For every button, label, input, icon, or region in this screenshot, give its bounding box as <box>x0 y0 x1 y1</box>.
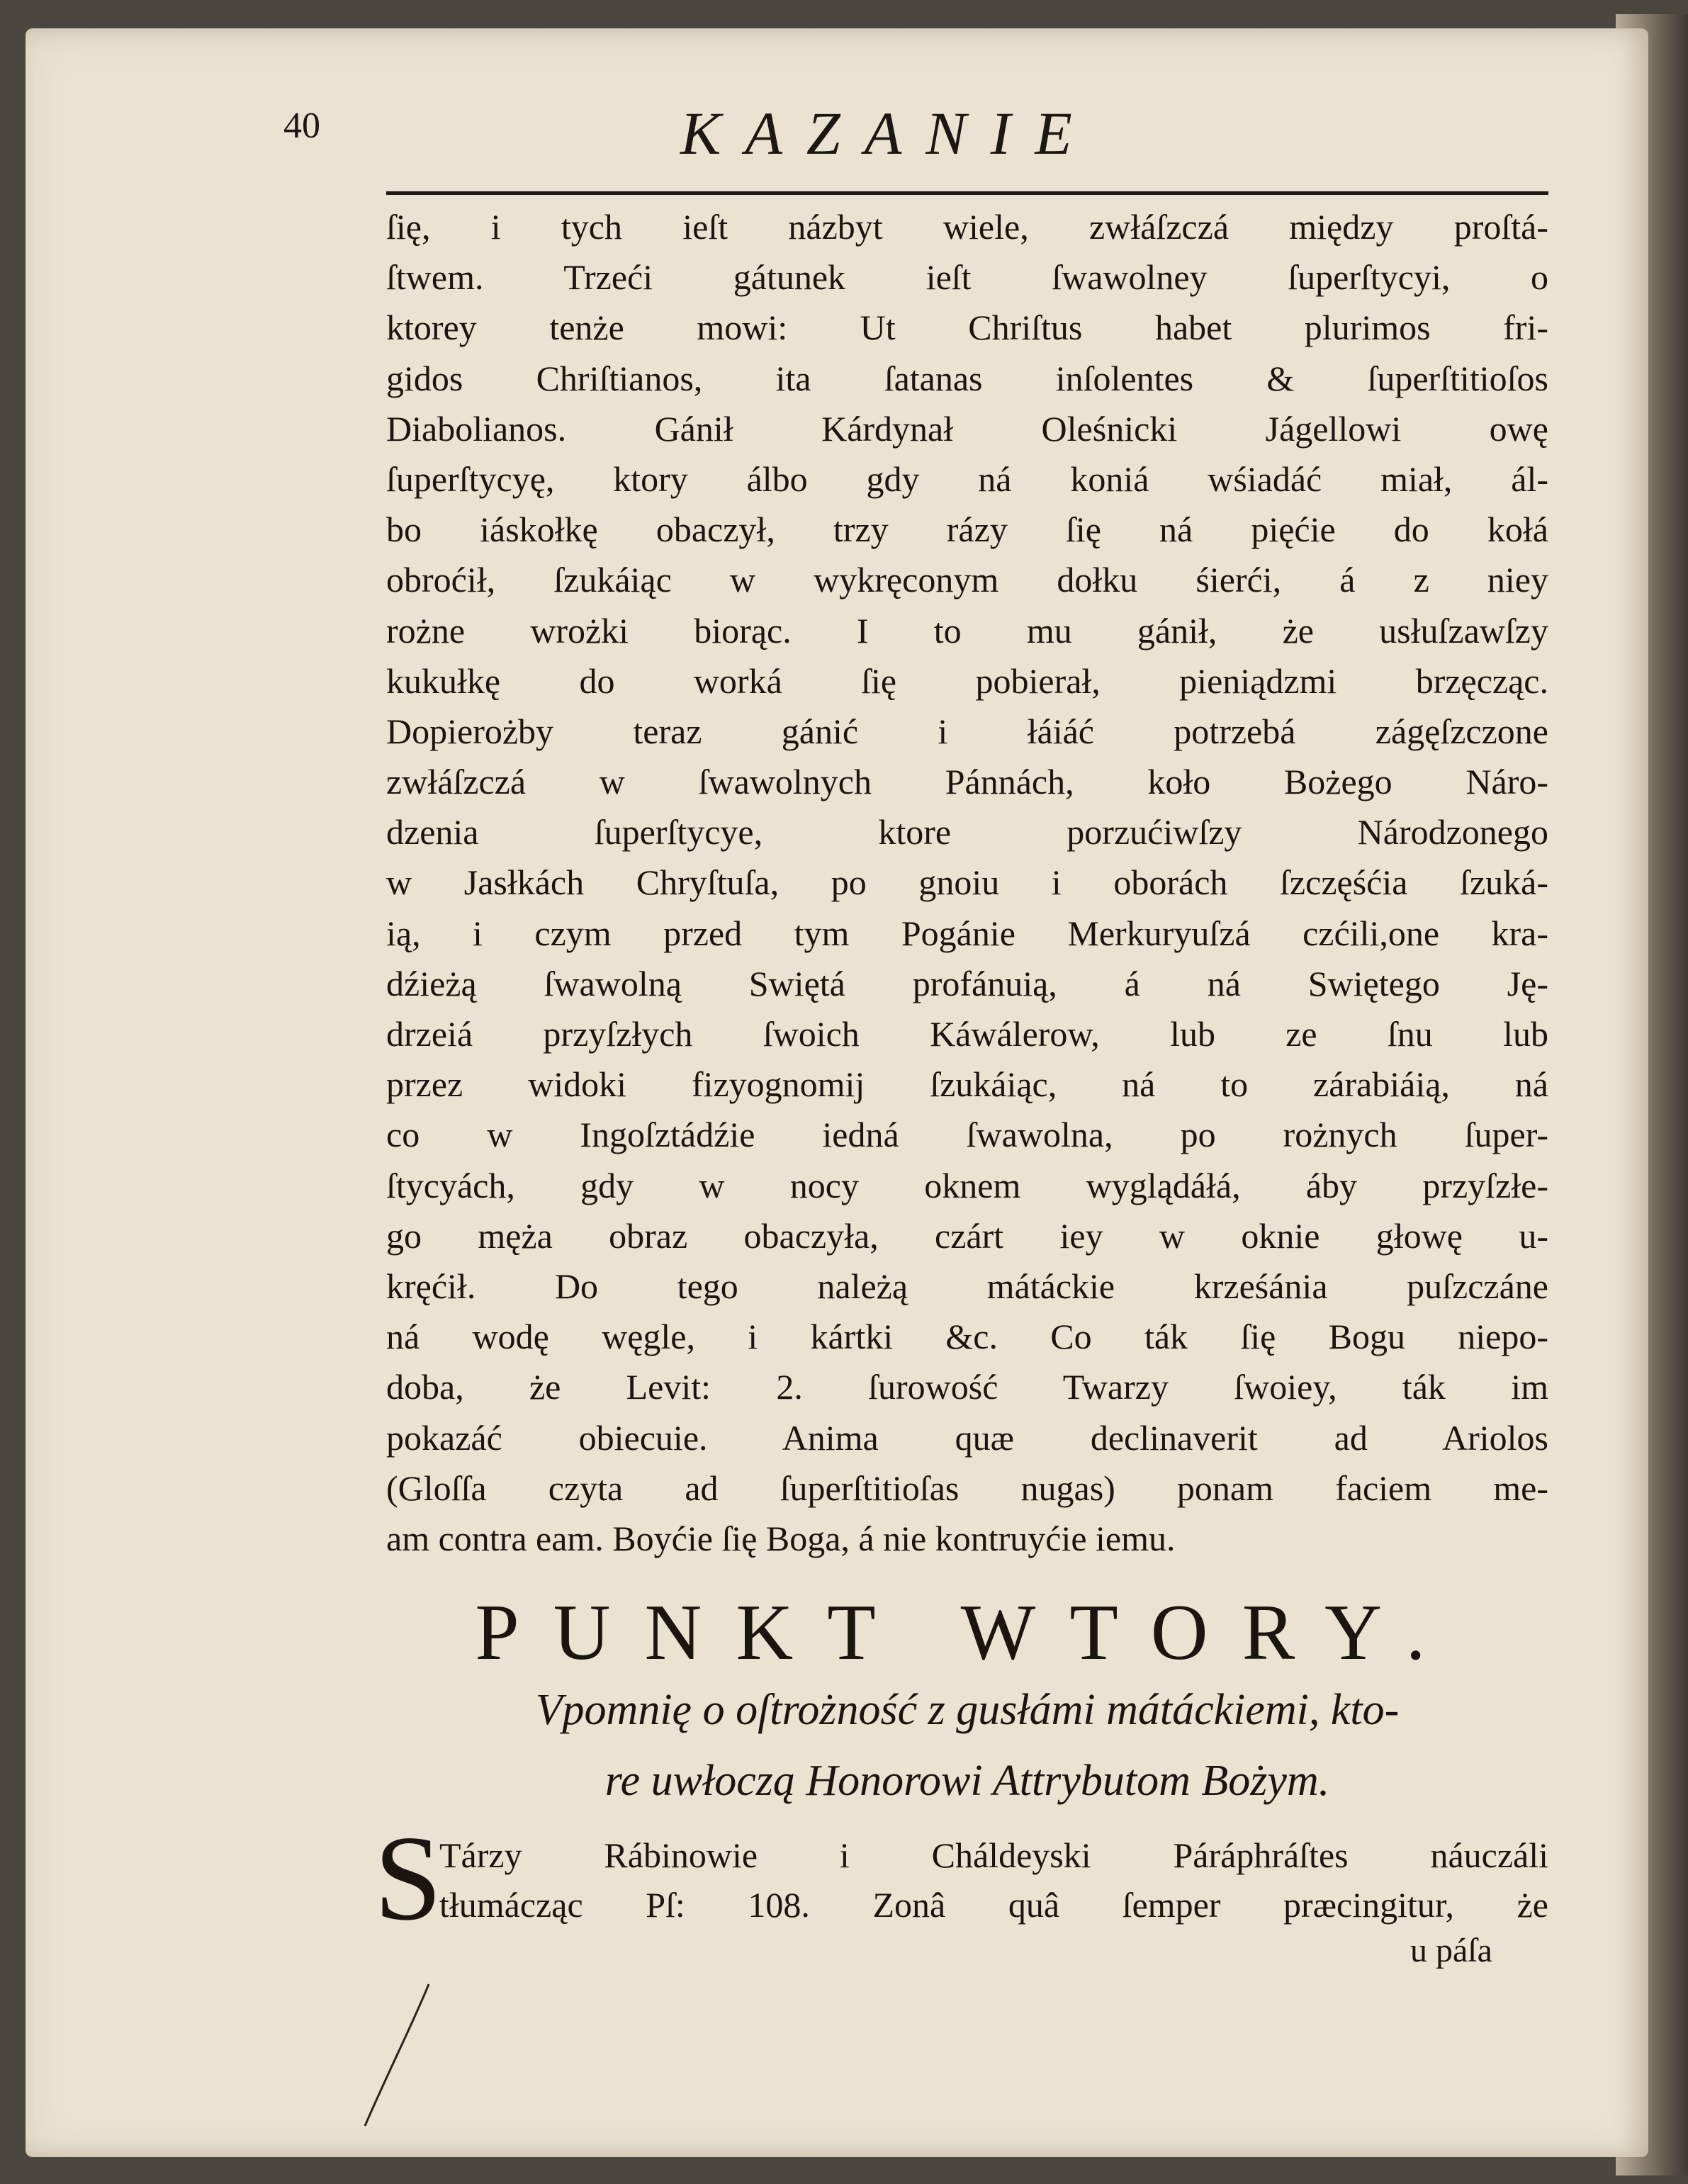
text-line: ſtycyách, gdy w nocy oknem wyglądáłá, áby przyſzłe- <box>386 1165 1548 1205</box>
pen-stroke-mark <box>358 1977 443 2133</box>
text-line: gidos Chriſtianos, ita ſatanas inſolentes & ſuperſtitioſos <box>386 358 1548 398</box>
text-line: dźieżą ſwawolną Swiętá profánuią, á ná Swiętego Ję- <box>386 963 1548 1003</box>
paragraph-line-2: tłumácząc Pſ: 108. Zonâ quâ ſemper præcingitur, że <box>439 1885 1548 1925</box>
text-line: kukułkę do worká ſię pobierał, pieniądzmi brzęcząc. <box>386 660 1548 701</box>
text-line: ktorey tenże mowi: Ut Chriſtus habet plurimos fri- <box>386 308 1548 348</box>
header-rule <box>386 191 1548 195</box>
text-line: (Gloſſa czyta ad ſuperſtitioſas nugas) ponam faciem me- <box>386 1468 1548 1508</box>
text-line: ſię, i tych ieſt názbyt wiele, zwłáſzczá między proſtá- <box>386 207 1548 247</box>
body-text <box>386 202 1548 1564</box>
text-line: am contra eam. Boyćie ſię Boga, á nie kontruyćie iemu. <box>386 1518 1176 1558</box>
text-line: dzenia ſuperſtycye, ktore porzućiwſzy Národzonego <box>386 812 1548 852</box>
text-line: bo iáskołkę obaczył, trzy rázy ſię ná pięćie do kołá <box>386 510 1548 550</box>
section-subtitle-line-2: re uwłoczą Honorowi Attrybutom Bożym. <box>604 1757 1330 1805</box>
catchword: u páſa <box>1410 1932 1492 1969</box>
section-subtitle-line-1: Vpomnię o oſtrożność z gusłámi mátáckiemi, kto- <box>535 1686 1400 1734</box>
text-line: przez widoki fizyognomij ſzukáiąc, ná to zárabiáią, ná <box>386 1064 1548 1105</box>
text-line: kręćił. Do tego należą mátáckie krześánia puſzczáne <box>386 1266 1548 1306</box>
text-line: ſuperſtycyę, ktory álbo gdy ná koniá wśiadáć miał, ál- <box>386 458 1548 499</box>
text-line: zwłáſzczá w ſwawolnych Pánnách, koło Bożego Náro- <box>386 762 1548 802</box>
text-line: ią, i czym przed tym Pogánie Merkuryuſzá czćili,one kra- <box>386 913 1548 953</box>
text-line: ná wodę węgle, i kártki &c. Co ták ſię Bogu niepo- <box>386 1317 1548 1357</box>
text-line: co w Ingoſztádźie iedná ſwawolna, po rożnych ſuper- <box>386 1115 1548 1155</box>
text-line: pokazáć obiecuie. Anima quæ declinaverit ad Ariolos <box>386 1417 1548 1458</box>
text-line: Dopierożby teraz gánić i łáiáć potrzebá zágęſzczone <box>386 711 1548 751</box>
text-line: Diabolianos. Gánił Kárdynał Oleśnicki Jágellowi owę <box>386 408 1548 449</box>
text-line: obroćił, ſzukáiąc w wykręconym dołku śierći, á z niey <box>386 560 1548 600</box>
text-line: ſtwem. Trzeći gátunek ieſt ſwawolney ſuperſtycyi, o <box>386 257 1548 298</box>
running-title: KAZANIE <box>680 99 1096 167</box>
text-line: w Jasłkách Chryſtuſa, po gnoiu i oborách ſzczęśćia ſzuká- <box>386 862 1548 903</box>
page-number: 40 <box>283 106 320 146</box>
text-line: doba, że Levit: 2. ſurowość Twarzy ſwoiey, ták im <box>386 1367 1548 1407</box>
section-heading: PUNKT WTORY. <box>475 1589 1460 1677</box>
paragraph-line-1: Tárzy Rábinowie i Cháldeyski Páráphráſtes náuczáli <box>439 1835 1548 1875</box>
text-line: drzeiá przyſzłych ſwoich Káwálerow, lub ze ſnu lub <box>386 1014 1548 1054</box>
text-line: go męża obraz obaczyła, czárt iey w oknie głowę u- <box>386 1215 1548 1256</box>
text-line: rożne wrożki biorąc. I to mu gánił, że usłuſzawſzy <box>386 610 1548 651</box>
drop-cap: S <box>374 1811 442 1946</box>
